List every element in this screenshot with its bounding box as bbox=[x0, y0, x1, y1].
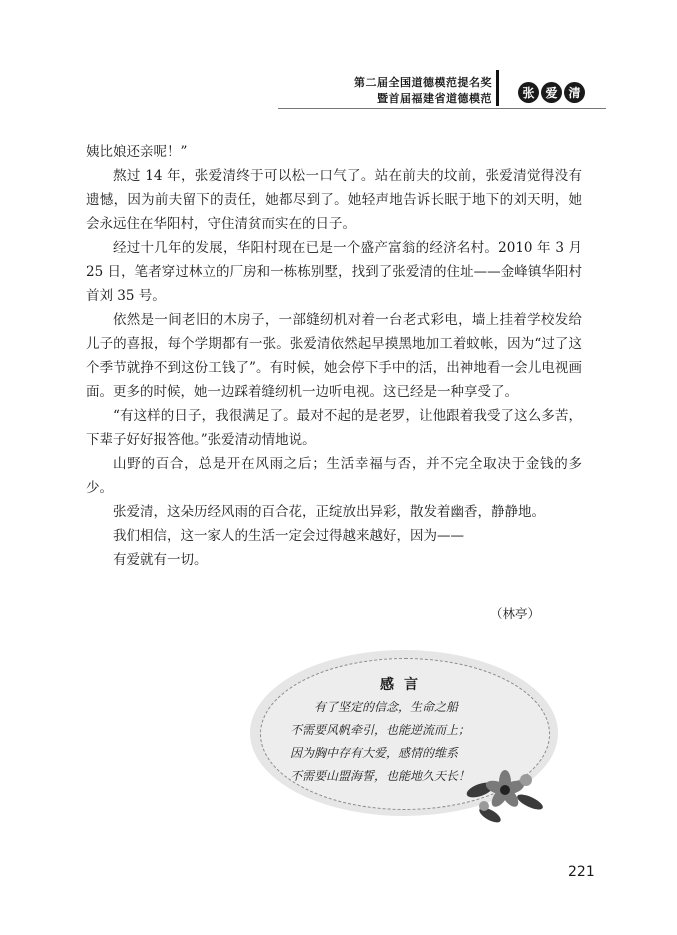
afterword-line: 不需要风帆牵引，也能逆流而上； bbox=[290, 723, 471, 737]
page-number: 221 bbox=[568, 864, 595, 880]
badge-char: 爱 bbox=[541, 82, 562, 103]
header-title-line2: 暨首届福建省道德模范 bbox=[377, 92, 492, 105]
paragraph: 张爱清，这朵历经风雨的百合花，正绽放出异彩，散发着幽香，静静地。 bbox=[113, 504, 545, 520]
paragraph: 姨比娘还亲呢！” bbox=[86, 144, 188, 160]
paragraph: 有爱就有一切。 bbox=[113, 552, 208, 568]
afterword-line: 不需要山盟海誓，也能地久天长！ bbox=[290, 769, 471, 783]
paragraph: “有这样的日子，我很满足了。最对不起的是老罗，让他跟着我受了这么多苦，下辈子好好报答他。”张爱清动情地说。 bbox=[86, 408, 582, 448]
paragraph: 依然是一间老旧的木房子，一部缝纫机对着一台老式彩电，墙上挂着学校发给儿子的喜报，每个学期都有一张。张爱清依然起早摸黑地加工着蚊帐，因为“过了这个季节就挣不到这份工钱了”。有时候，她会停下手中的活，出神地看一会儿电视画面。更多的时候，她一边踩着缝纫机一边听电视。这已经是一种享受了。 bbox=[86, 312, 582, 400]
header-title-line1: 第二届全国道德模范提名奖 bbox=[354, 76, 492, 89]
header-divider-bar bbox=[496, 70, 499, 106]
afterword-line: 因为胸中存有大爱，感情的维系 bbox=[290, 746, 459, 760]
badge-char: 张 bbox=[518, 82, 539, 103]
article-body bbox=[86, 140, 582, 572]
paragraph: 山野的百合，总是开在风雨之后；生活幸福与否，并不完全取决于金钱的多少。 bbox=[86, 456, 582, 496]
header-rule bbox=[278, 108, 606, 109]
afterword-title: 感言 bbox=[380, 677, 428, 693]
afterword-line: 有了坚定的信念，生命之船 bbox=[314, 700, 459, 714]
flower-decoration-icon bbox=[460, 760, 550, 830]
badge-char: 清 bbox=[564, 82, 585, 103]
paragraph: 经过十几年的发展，华阳村现在已是一个盛产富翁的经济名村。2010 年 3 月 25 日，笔者穿过林立的厂房和一栋栋别墅，找到了张爱清的住址——金峰镇华阳村首刘 35 号。 bbox=[86, 240, 582, 304]
author-credit: （林亭） bbox=[490, 606, 541, 621]
paragraph: 熬过 14 年，张爱清终于可以松一口气了。站在前夫的坟前，张爱清觉得没有遗憾，因为前夫留下的责任，她都尽到了。她轻声地告诉长眠于地下的刘天明，她会永远住在华阳村，守住清贫而实在的日子。 bbox=[86, 168, 582, 232]
header-name-badge bbox=[518, 82, 585, 103]
paragraph: 我们相信，这一家人的生活一定会过得越来越好，因为—— bbox=[113, 528, 464, 544]
